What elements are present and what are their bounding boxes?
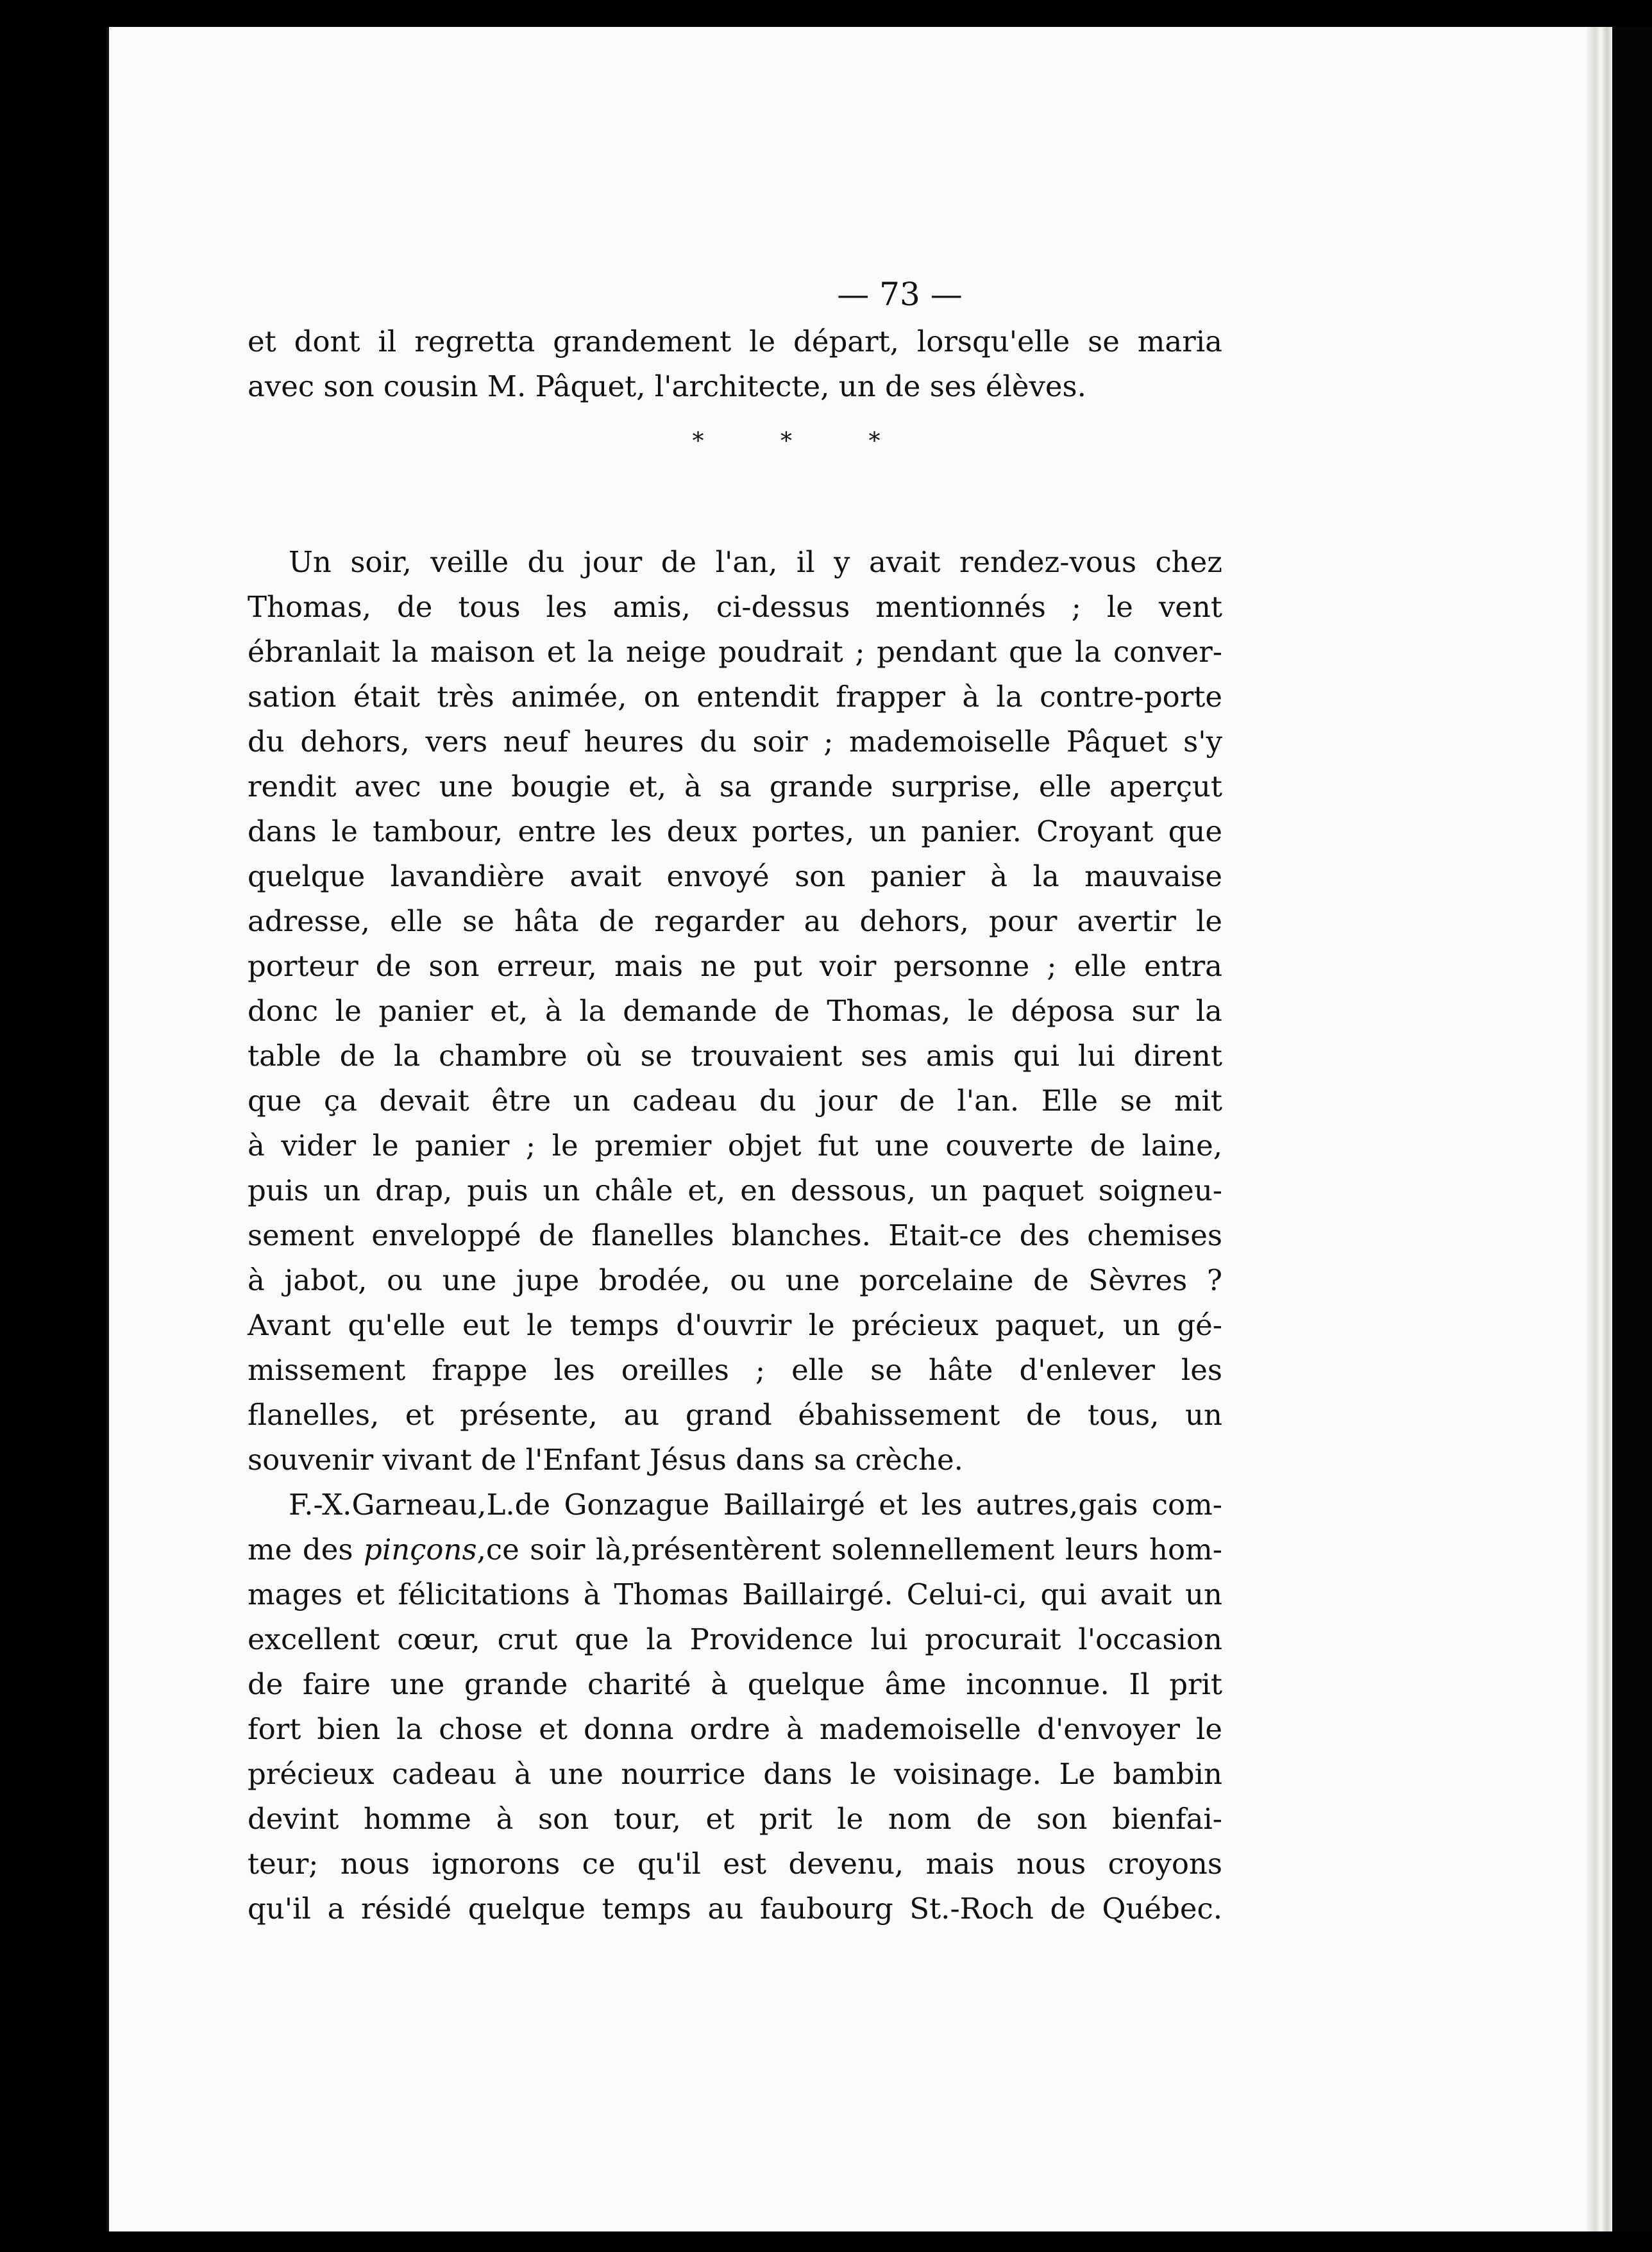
text-line: à jabot, ou une jupe brodée, ou une porcelaine de Sèvres ? bbox=[248, 1263, 1222, 1297]
text-line: table de la chambre où se trouvaient ses amis qui lui dirent bbox=[248, 1039, 1222, 1073]
text-line: teur; nous ignorons ce qu'il est devenu, mais nous croyons bbox=[248, 1847, 1222, 1881]
page-number: — 73 — bbox=[837, 276, 963, 313]
text-line: porteur de son erreur, mais ne put voir personne ; elle entra bbox=[248, 949, 1222, 983]
italic-word: pinçons bbox=[364, 1533, 477, 1567]
page-stack-edge bbox=[1587, 27, 1612, 2231]
text-line: Avant qu'elle eut le temps d'ouvrir le précieux paquet, un gé- bbox=[248, 1308, 1222, 1342]
text-line: missement frappe les oreilles ; elle se hâte d'enlever les bbox=[248, 1353, 1222, 1387]
text-line: excellent cœur, crut que la Providence lui procurait l'occasion bbox=[248, 1622, 1222, 1656]
text-line: donc le panier et, à la demande de Thomas, le déposa sur la bbox=[248, 994, 1222, 1028]
text-line: puis un drap, puis un châle et, en dessous, un paquet soigneu- bbox=[248, 1173, 1222, 1207]
text-fragment: ,ce soir là,présentèrent solennellement leurs hom- bbox=[476, 1533, 1222, 1567]
text-fragment: me des bbox=[248, 1533, 364, 1567]
text-line: sement enveloppé de flanelles blanches. Etait-ce des chemises bbox=[248, 1218, 1222, 1252]
asterisk: * bbox=[868, 428, 881, 455]
text-line: F.-X.Garneau,L.de Gonzague Baillairgé et les autres,gais com- bbox=[289, 1488, 1222, 1522]
text-line: avec son cousin M. Pâquet, l'architecte, un de ses élèves. bbox=[248, 369, 1086, 403]
text-line: du dehors, vers neuf heures du soir ; mademoiselle Pâquet s'y bbox=[248, 725, 1222, 759]
text-line: qu'il a résidé quelque temps au faubourg St.-Roch de Québec. bbox=[248, 1892, 1222, 1926]
text-line: adresse, elle se hâta de regarder au dehors, pour avertir le bbox=[248, 904, 1222, 938]
text-line: fort bien la chose et donna ordre à mademoiselle d'envoyer le bbox=[248, 1712, 1222, 1746]
text-line bbox=[248, 1527, 1222, 1572]
asterisk: * bbox=[780, 428, 792, 455]
scan-background bbox=[1612, 27, 1652, 2231]
text-line: Thomas, de tous les amis, ci-dessus mentionnés ; le vent bbox=[248, 590, 1222, 624]
text-line: et dont il regretta grandement le départ, lorsqu'elle se maria bbox=[248, 324, 1222, 358]
text-line: rendit avec une bougie et, à sa grande surprise, elle aperçut bbox=[248, 769, 1222, 803]
asterisk: * bbox=[692, 428, 704, 455]
text-line: devint homme à son tour, et prit le nom de son bienfai- bbox=[248, 1802, 1222, 1836]
text-line: de faire une grande charité à quelque âme inconnue. Il prit bbox=[248, 1667, 1222, 1701]
text-line: Un soir, veille du jour de l'an, il y avait rendez-vous chez bbox=[289, 545, 1222, 579]
text-line: que ça devait être un cadeau du jour de l'an. Elle se mit bbox=[248, 1084, 1222, 1118]
text-line: mages et félicitations à Thomas Baillairgé. Celui-ci, qui avait un bbox=[248, 1577, 1222, 1611]
text-line: ébranlait la maison et la neige poudrait ; pendant que la conver- bbox=[248, 635, 1222, 669]
section-separator bbox=[248, 419, 1222, 464]
text-block bbox=[248, 319, 1222, 1931]
text-line: précieux cadeau à une nourrice dans le voisinage. Le bambin bbox=[248, 1757, 1222, 1791]
text-line: à vider le panier ; le premier objet fut une couverte de laine, bbox=[248, 1129, 1222, 1163]
text-line: flanelles, et présente, au grand ébahissement de tous, un bbox=[248, 1398, 1222, 1432]
text-line: souvenir vivant de l'Enfant Jésus dans sa crèche. bbox=[248, 1443, 963, 1477]
text-line: dans le tambour, entre les deux portes, un panier. Croyant que bbox=[248, 814, 1222, 848]
text-line: sation était très animée, on entendit frapper à la contre-porte bbox=[248, 680, 1222, 714]
text-line: quelque lavandière avait envoyé son panier à la mauvaise bbox=[248, 859, 1222, 893]
